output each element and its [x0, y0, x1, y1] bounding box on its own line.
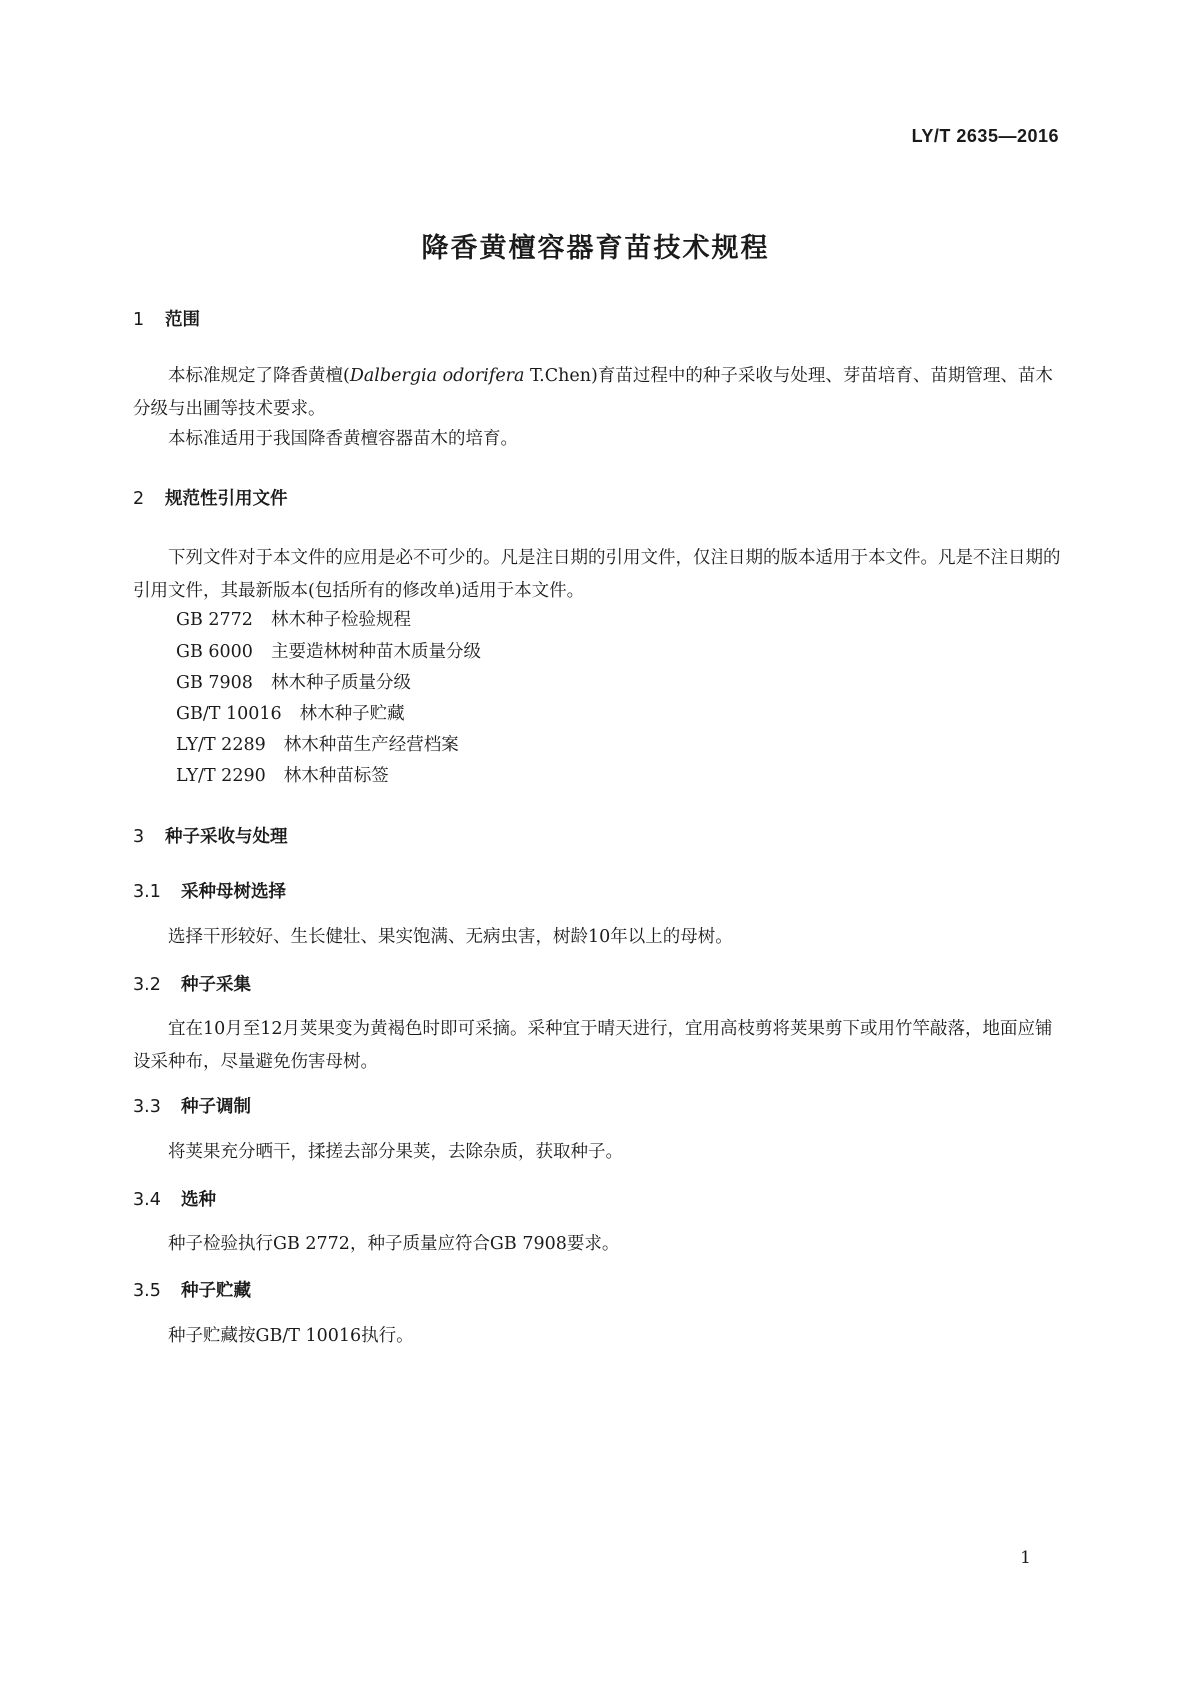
standard-code: LY/T 2635—2016: [911, 126, 1059, 146]
page-number: 1: [1020, 1548, 1031, 1568]
reference-code: GB 7908: [176, 673, 253, 693]
subsection-title: 种子采集: [181, 975, 251, 995]
text-run: T.Chen)育苗过程中的种子采收与处理、芽苗培育、苗期管理、苗木分级与出圃等技术要求。: [133, 366, 1053, 419]
subsection-number: 3.5: [133, 1281, 161, 1301]
reference-title: 主要造林树种苗木质量分级: [270, 642, 481, 662]
subsection-3-4-text: 种子检验执行GB 2772，种子质量应符合GB 7908要求。: [168, 1234, 620, 1254]
subsection-3-3-heading: [133, 1096, 251, 1118]
reference-item: [176, 698, 405, 731]
subsection-3-2-text: 宜在10月至12月荚果变为黄褐色时即可采摘。采种宜于晴天进行，宜用高枝剪将荚果剪下或用竹竿敲落，地面应铺设采种布，尽量避免伤害母树。: [133, 1019, 1053, 1072]
reference-title: 林木种子检验规程: [270, 610, 411, 630]
section-1-paragraph-1: [133, 360, 1063, 426]
section-1-paragraph-2: 本标准适用于我国降香黄檀容器苗木的培育。: [168, 429, 518, 449]
section-number: 1: [133, 310, 145, 330]
subsection-title: 种子调制: [181, 1097, 251, 1117]
subsection-3-5-heading: [133, 1280, 251, 1302]
section-title: 范围: [165, 310, 200, 330]
reference-item: [176, 760, 389, 793]
subsection-title: 采种母树选择: [181, 882, 286, 902]
section-number: 2: [133, 489, 145, 509]
section-2-heading: [133, 488, 288, 510]
subsection-number: 3.1: [133, 882, 161, 902]
subsection-3-4-heading: [133, 1189, 216, 1211]
latin-name: Dalbergia odorifera: [349, 366, 525, 386]
reference-title: 林木种苗标签: [283, 766, 389, 786]
section-3-heading: [133, 826, 288, 848]
subsection-title: 选种: [181, 1190, 216, 1210]
subsection-number: 3.3: [133, 1097, 161, 1117]
subsection-3-1-heading: [133, 881, 286, 903]
section-title: 种子采收与处理: [165, 827, 288, 847]
reference-title: 林木种子贮藏: [299, 704, 405, 724]
reference-code: LY/T 2289: [176, 735, 266, 755]
reference-item: [176, 604, 411, 637]
section-1-heading: [133, 309, 200, 331]
reference-code: LY/T 2290: [176, 766, 266, 786]
subsection-number: 3.4: [133, 1190, 161, 1210]
section-title: 规范性引用文件: [165, 489, 288, 509]
reference-item: [176, 636, 481, 669]
section-2-paragraph-1: 下列文件对于本文件的应用是必不可少的。凡是注日期的引用文件，仅注日期的版本适用于本文件。凡是不注日期的引用文件，其最新版本(包括所有的修改单)适用于本文件。: [133, 548, 1061, 601]
subsection-3-5-text: 种子贮藏按GB/T 10016执行。: [168, 1326, 414, 1346]
document-title: 降香黄檀容器育苗技术规程: [421, 233, 770, 264]
subsection-title: 种子贮藏: [181, 1281, 251, 1301]
subsection-3-2-heading: [133, 974, 251, 996]
reference-item: [176, 729, 459, 762]
section-number: 3: [133, 827, 145, 847]
text-run: 本标准规定了降香黄檀(: [168, 366, 350, 386]
subsection-3-3-text: 将荚果充分晒干，揉搓去部分果荚，去除杂质，获取种子。: [168, 1142, 623, 1162]
subsection-3-1-text: 选择干形较好、生长健壮、果实饱满、无病虫害，树龄10年以上的母树。: [168, 927, 733, 947]
reference-code: GB 2772: [176, 610, 253, 630]
reference-code: GB 6000: [176, 642, 253, 662]
reference-title: 林木种子质量分级: [270, 673, 411, 693]
reference-item: [176, 667, 411, 700]
subsection-number: 3.2: [133, 975, 161, 995]
reference-code: GB/T 10016: [176, 704, 282, 724]
reference-title: 林木种苗生产经营档案: [283, 735, 459, 755]
